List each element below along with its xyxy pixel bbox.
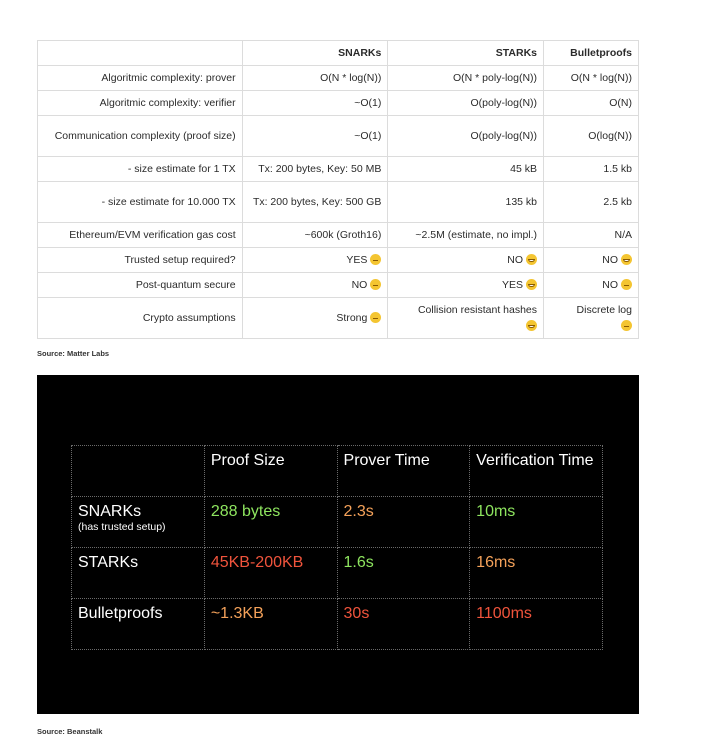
- row-name: Bulletproofs: [78, 605, 163, 622]
- row-label: - size estimate for 1 TX: [38, 157, 243, 182]
- cell-snarks: Tx: 200 bytes, Key: 50 MB: [242, 157, 388, 182]
- zk-comparison-table: [37, 40, 639, 339]
- header-bulletproofs: Bulletproofs: [544, 41, 639, 66]
- cell-text: NO: [507, 254, 524, 266]
- cell-text: YES: [346, 254, 368, 266]
- cell-starks: O(poly-log(N)): [388, 91, 544, 116]
- header-starks: STARKs: [388, 41, 544, 66]
- row-label: Algoritmic complexity: verifier: [38, 91, 243, 116]
- cell-bulletproofs: O(log(N)): [544, 116, 639, 157]
- grinning-face-icon: [621, 254, 632, 265]
- cell-starks: [388, 273, 544, 298]
- cell-text: NO: [602, 279, 618, 291]
- cell-prover-time: 2.3s: [337, 497, 470, 548]
- header-snarks: SNARKs: [242, 41, 388, 66]
- table-row: [38, 182, 639, 223]
- cell-bulletproofs: O(N): [544, 91, 639, 116]
- row-label: Crypto assumptions: [38, 298, 243, 339]
- row-label: Algoritmic complexity: prover: [38, 66, 243, 91]
- cell-text: NO: [351, 279, 368, 291]
- header-empty: [72, 446, 205, 497]
- cell-snarks: [242, 273, 388, 298]
- cell-text: Discrete log: [576, 304, 632, 316]
- table-row: [72, 497, 603, 548]
- cell-verification-time: 10ms: [470, 497, 603, 548]
- row-name: STARKs: [78, 554, 139, 571]
- cell-starks: 45 kB: [388, 157, 544, 182]
- cell-starks: [388, 248, 544, 273]
- row-head-snarks: [72, 497, 205, 548]
- row-label: - size estimate for 10.000 TX: [38, 182, 243, 223]
- table-row: [72, 599, 603, 650]
- cell-bulletproofs: [544, 298, 639, 339]
- row-label: Communication complexity (proof size): [38, 116, 243, 157]
- header-empty: [38, 41, 243, 66]
- cell-verification-time: 1100ms: [470, 599, 603, 650]
- table-row: [38, 91, 639, 116]
- cell-text: Collision resistant hashes: [417, 304, 538, 316]
- cell-snarks: ~O(1): [242, 116, 388, 157]
- cell-starks: O(poly-log(N)): [388, 116, 544, 157]
- unamused-face-icon: [370, 254, 381, 265]
- cell-bulletproofs: N/A: [544, 223, 639, 248]
- table-row: [38, 273, 639, 298]
- cell-snarks: ~600k (Groth16): [242, 223, 388, 248]
- table-row: [38, 298, 639, 339]
- cell-bulletproofs: 2.5 kb: [544, 182, 639, 223]
- cell-starks: [388, 298, 544, 339]
- table-row: [72, 548, 603, 599]
- table-row: [38, 223, 639, 248]
- cell-starks: O(N * poly-log(N)): [388, 66, 544, 91]
- cell-text: YES: [502, 279, 524, 291]
- row-note: (has trusted setup): [78, 521, 166, 533]
- cell-bulletproofs: [544, 248, 639, 273]
- cell-prover-time: 30s: [337, 599, 470, 650]
- cell-starks: 135 kb: [388, 182, 544, 223]
- cell-text: Strong: [336, 312, 368, 324]
- header-prover-time: Prover Time: [337, 446, 470, 497]
- row-head-starks: [72, 548, 205, 599]
- cell-snarks: Tx: 200 bytes, Key: 500 GB: [242, 182, 388, 223]
- unamused-face-icon: [370, 279, 381, 290]
- table-header-row: [72, 446, 603, 497]
- cell-bulletproofs: O(N * log(N)): [544, 66, 639, 91]
- grinning-face-icon: [526, 279, 537, 290]
- table-header-row: [38, 41, 639, 66]
- row-label: Post-quantum secure: [38, 273, 243, 298]
- grinning-face-icon: [526, 320, 537, 331]
- table-row: [38, 116, 639, 157]
- cell-starks: ~2.5M (estimate, no impl.): [388, 223, 544, 248]
- source-caption-matter-labs: Source: Matter Labs: [37, 349, 110, 358]
- unamused-face-icon: [621, 279, 632, 290]
- table-row: [38, 248, 639, 273]
- cell-text: NO: [602, 254, 618, 266]
- benchmark-panel: [37, 375, 639, 714]
- cell-bulletproofs: [544, 273, 639, 298]
- row-name: SNARKs: [78, 503, 142, 520]
- cell-snarks: [242, 298, 388, 339]
- row-label: Trusted setup required?: [38, 248, 243, 273]
- cell-proof-size: 288 bytes: [204, 497, 337, 548]
- cell-bulletproofs: 1.5 kb: [544, 157, 639, 182]
- source-caption-beanstalk: Source: Beanstalk: [37, 727, 103, 736]
- row-head-bulletproofs: [72, 599, 205, 650]
- cell-snarks: ~O(1): [242, 91, 388, 116]
- cell-snarks: O(N * log(N)): [242, 66, 388, 91]
- row-label: Ethereum/EVM verification gas cost: [38, 223, 243, 248]
- cell-proof-size: 45KB-200KB: [204, 548, 337, 599]
- header-verification-time: Verification Time: [470, 446, 603, 497]
- header-proof-size: Proof Size: [204, 446, 337, 497]
- table-row: [38, 157, 639, 182]
- cell-snarks: [242, 248, 388, 273]
- grinning-face-icon: [526, 254, 537, 265]
- benchmark-table: [71, 445, 603, 650]
- cell-prover-time: 1.6s: [337, 548, 470, 599]
- unamused-face-icon: [370, 312, 381, 323]
- table-row: [38, 66, 639, 91]
- cell-verification-time: 16ms: [470, 548, 603, 599]
- cell-proof-size: ~1.3KB: [204, 599, 337, 650]
- unamused-face-icon: [621, 320, 632, 331]
